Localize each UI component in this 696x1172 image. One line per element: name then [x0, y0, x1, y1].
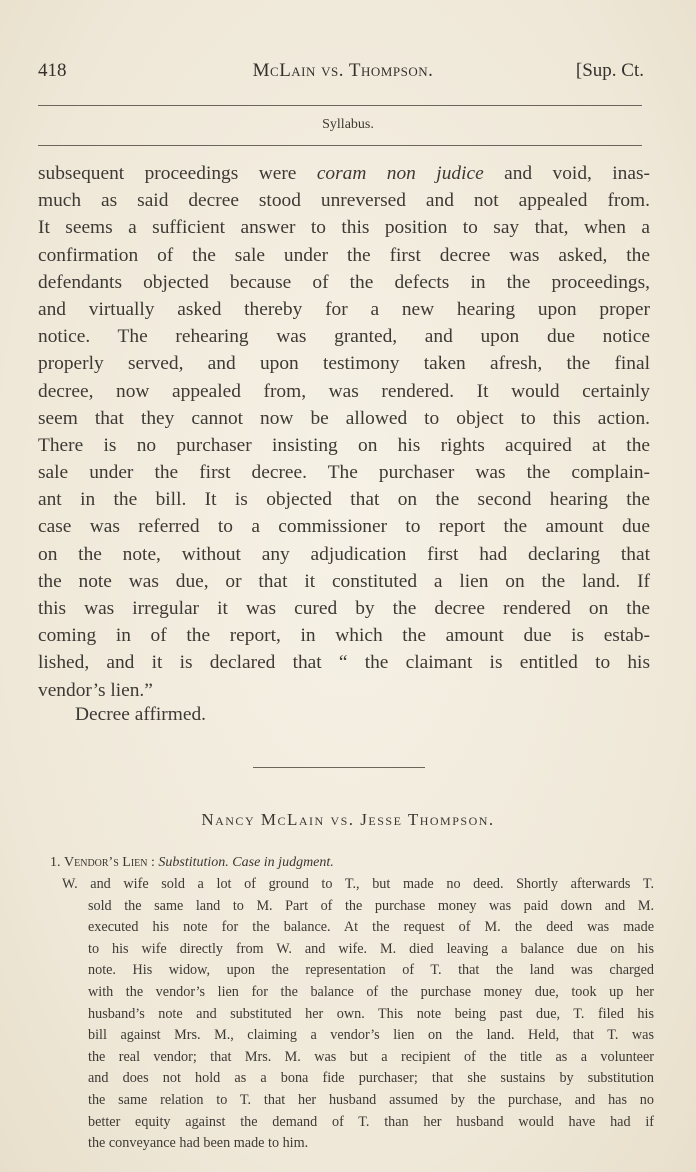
- body-line: and virtually asked thereby for a new hearing upon proper: [38, 298, 650, 320]
- body-line: confirmation of the sale under the first decree was asked, the: [38, 244, 650, 266]
- headnote-line: note. His widow, upon the representation of T. that the land was charged: [88, 962, 654, 979]
- headnote-line: the same relation to T. that her husband assumed by the purchase, and has no: [88, 1091, 654, 1108]
- body-line: sale under the first decree. The purchaser was the complain-: [38, 462, 650, 484]
- opinion-body: [38, 160, 650, 704]
- body-line: the note was due, or that it constituted a lien on the land. If: [38, 570, 650, 592]
- section-rule: [38, 145, 642, 146]
- running-title: McLain vs. Thompson.: [252, 60, 434, 81]
- body-line: subsequent proceedings were coram non judice and void, inas-: [38, 163, 650, 184]
- headnote-number: 1.: [50, 855, 61, 870]
- headnote-body: [62, 874, 654, 1155]
- headnote-line: and does not hold as a bona fide purchaser; that she sustains by substitution: [88, 1070, 654, 1087]
- body-line: There is no purchaser insisting on his rights acquired at the: [38, 434, 650, 456]
- section-label: Syllabus.: [322, 117, 374, 132]
- body-line: properly served, and upon testimony taken afresh, the final: [38, 353, 650, 375]
- decree-line: Decree affirmed.: [75, 704, 206, 725]
- headnote-line: W. and wife sold a lot of ground to T., but made no deed. Shortly afterwards T.: [62, 876, 654, 892]
- body-line: defendants objected because of the defects in the proceedings,: [38, 271, 650, 293]
- body-line: notice. The rehearing was granted, and upon due notice: [38, 326, 650, 348]
- case-title: Nancy McLain vs. Jesse Thompson.: [201, 810, 495, 829]
- headnote-title: [50, 855, 334, 871]
- headnote-subtopic: Substitution. Case in judgment.: [158, 855, 334, 870]
- header-rule: [38, 105, 642, 106]
- headnote-line: husband’s note and substituted her own. This note being past due, T. filed his: [88, 1005, 654, 1022]
- headnote-line: with the vendor’s lien for the balance of the purchase money due, took up her: [88, 983, 654, 1000]
- court-label: [Sup. Ct.: [575, 60, 644, 81]
- body-line: lished, and it is declared that “ the claimant is entitled to his: [38, 652, 650, 674]
- body-line: much as said decree stood unreversed and not appealed from.: [38, 190, 650, 212]
- headnote-line: the conveyance had been made to him.: [88, 1135, 309, 1152]
- body-line: seem that they cannot now be allowed to object to this action.: [38, 407, 650, 429]
- case-divider: [253, 767, 425, 768]
- headnote-line: executed his note for the balance. At the request of M. the deed was made: [88, 919, 654, 936]
- body-line: vendor’s lien.”: [38, 679, 153, 701]
- page-number: 418: [38, 60, 67, 81]
- body-line: coming in of the report, in which the amount due is estab-: [38, 625, 650, 647]
- headnote-line: sold the same land to M. Part of the purchase money was paid down and M.: [88, 897, 654, 914]
- body-line: It seems a sufficient answer to this position to say that, when a: [38, 217, 650, 239]
- body-line: this was irregular it was cured by the decree rendered on the: [38, 598, 650, 619]
- body-line: case was referred to a commissioner to report the amount due: [38, 516, 650, 538]
- running-header: [38, 60, 648, 90]
- headnote-line: better equity against the demand of T. than her husband would have had if: [88, 1113, 654, 1130]
- body-line: ant in the bill. It is objected that on the second hearing the: [38, 489, 650, 511]
- headnote-line: the real vendor; that Mrs. M. was but a recipient of the title as a volunteer: [88, 1048, 654, 1065]
- body-line: decree, now appealed from, was rendered. It would certainly: [38, 380, 650, 402]
- headnote-line: to his wife directly from W. and wife. M. died leaving a balance due on his: [88, 940, 654, 957]
- headnote-line: bill against Mrs. M., claiming a vendor’s lien on the land. Held, that T. was: [88, 1027, 654, 1044]
- body-line: on the note, without any adjudication first had declaring that: [38, 543, 650, 565]
- headnote-topic: Vendor’s Lien :: [64, 855, 155, 870]
